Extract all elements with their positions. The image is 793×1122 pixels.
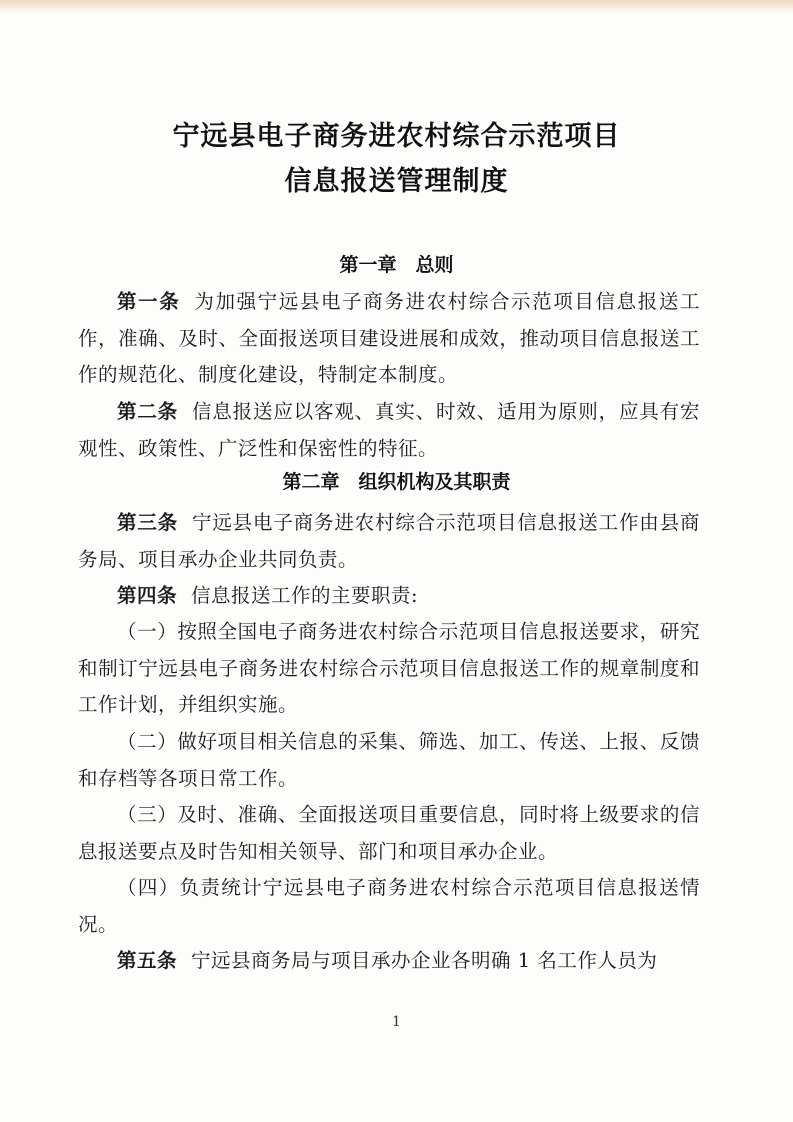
- article-4-text: 信息报送工作的主要职责:: [191, 584, 419, 607]
- article-3: [78, 505, 700, 578]
- duty-item-4: （四）负责统计宁远县电子商务进农村综合示范项目信息报送情况。: [78, 876, 700, 936]
- chapter-heading-2: 第二章 组织机构及其职责: [282, 471, 511, 493]
- article-4: [78, 578, 700, 615]
- article-2-label: 第二条: [117, 400, 178, 423]
- article-1-label: 第一条: [117, 290, 181, 313]
- article-5: [78, 943, 700, 980]
- article-5-text: 宁远县商务局与项目承办企业各明确 1 名工作人员为: [191, 949, 658, 972]
- article-4-label: 第四条: [117, 584, 178, 607]
- article-2-text: 信息报送应以客观、真实、时效、适用为原则，应具有宏观性、政策性、广泛性和保密性的特征。: [78, 400, 700, 460]
- chapter-heading-1: 第一章 总则: [339, 254, 454, 276]
- document-title-line-2: 信息报送管理制度: [284, 166, 509, 197]
- duty-item-2: （二）做好项目相关信息的采集、筛选、加工、传送、上报、反馈和存档等各项日常工作。: [78, 730, 700, 790]
- article-2: [78, 394, 700, 467]
- article-1: [78, 284, 700, 394]
- duty-item-1: （一）按照全国电子商务进农村综合示范项目信息报送要求，研究和制订宁远县电子商务进农村综合示范项目信息报送工作的规章制度和工作计划，并组织实施。: [78, 620, 700, 716]
- duty-item-3: （三）及时、准确、全面报送项目重要信息，同时将上级要求的信息报送要点及时告知相关领导、部门和项目承办企业。: [78, 803, 700, 863]
- article-1-text: 为加强宁远县电子商务进农村综合示范项目信息报送工作，准确、及时、全面报送项目建设进展和成效，推动项目信息报送工作的规范化、制度化建设，特制定本制度。: [78, 290, 700, 386]
- page-top-edge: [0, 0, 793, 14]
- document-title-line-1: 宁远县电子商务进农村综合示范项目: [172, 121, 621, 152]
- page-number: 1: [392, 1014, 401, 1030]
- article-3-text: 宁远县电子商务进农村综合示范项目信息报送工作由县商务局、项目承办企业共同负责。: [78, 511, 700, 571]
- article-5-label: 第五条: [117, 949, 178, 972]
- article-3-label: 第三条: [117, 511, 178, 534]
